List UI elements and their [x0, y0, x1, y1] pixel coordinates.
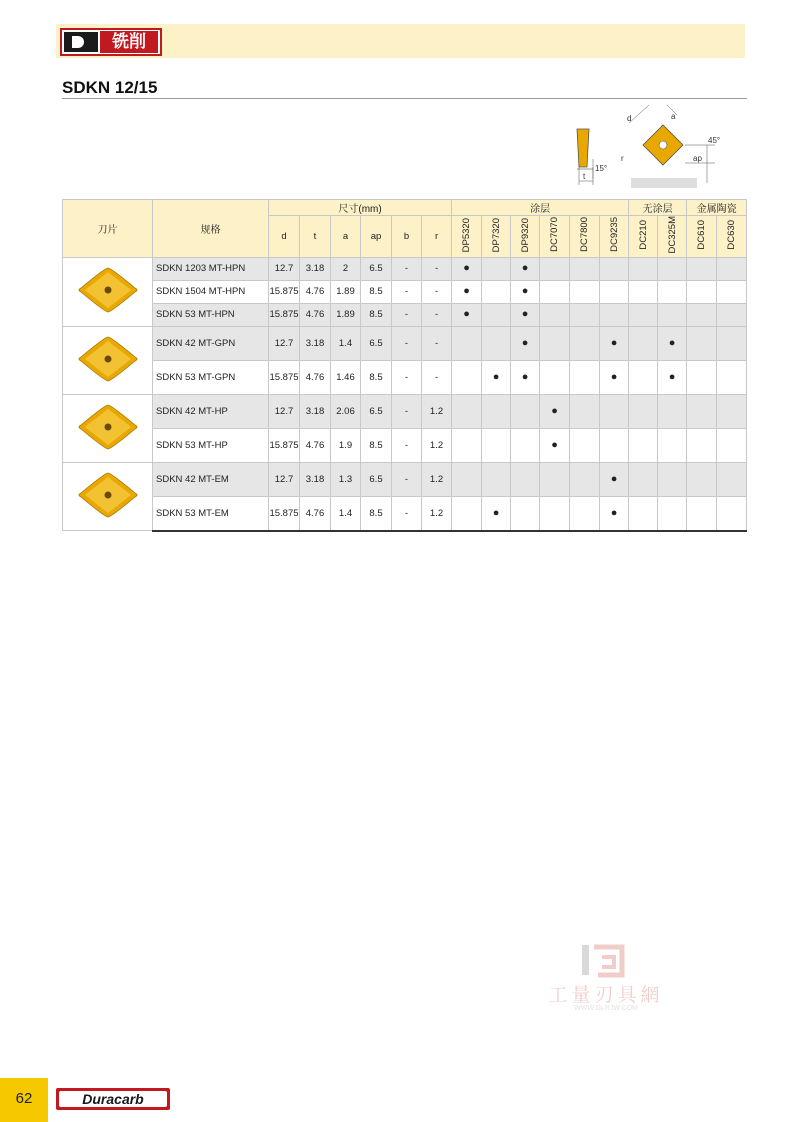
dim-cell-t: 3.18 — [300, 257, 331, 280]
dim-cell-t: 3.18 — [300, 326, 331, 360]
group-header-coated: 涂层 — [452, 200, 629, 216]
dim-cell-r: - — [422, 326, 452, 360]
grade-cell — [540, 326, 570, 360]
col-header-spec: 规格 — [153, 200, 269, 258]
grade-cell — [452, 303, 482, 326]
insert-gpn-icon — [73, 331, 143, 387]
grade-cell — [600, 360, 629, 394]
col-header-t: t — [300, 216, 331, 258]
grade-cell — [452, 428, 482, 462]
grade-cell — [629, 428, 658, 462]
grade-cell — [687, 280, 717, 303]
grade-cell — [570, 394, 600, 428]
grade-cell — [482, 360, 511, 394]
dim-cell-d: 12.7 — [269, 394, 300, 428]
insert-geometry-diagram — [565, 103, 747, 193]
grade-cell — [570, 462, 600, 496]
grade-cell — [687, 394, 717, 428]
grade-cell — [717, 428, 747, 462]
grade-cell — [482, 303, 511, 326]
table-row — [63, 496, 747, 531]
dim-cell-ap: 8.5 — [361, 360, 392, 394]
spec-cell: SDKN 53 MT-GPN — [153, 360, 269, 394]
grade-cell — [511, 303, 540, 326]
availability-dot-icon: ● — [551, 404, 558, 417]
grade-label: DP9320 — [519, 217, 531, 252]
spec-cell: SDKN 42 MT-GPN — [153, 326, 269, 360]
availability-dot-icon: ● — [551, 438, 558, 451]
label-r: r — [621, 154, 624, 163]
dim-cell-b: - — [392, 394, 422, 428]
insert-em-icon — [73, 467, 143, 523]
dim-cell-a: 1.9 — [331, 428, 361, 462]
dim-cell-r: - — [422, 303, 452, 326]
insert-image-cell — [63, 257, 153, 326]
table-row — [63, 280, 747, 303]
grade-cell — [687, 428, 717, 462]
dim-cell-a: 1.46 — [331, 360, 361, 394]
dim-cell-a: 1.89 — [331, 280, 361, 303]
grade-cell — [511, 360, 540, 394]
grade-label: DC9235 — [608, 217, 620, 253]
grade-cell — [658, 280, 687, 303]
grade-cell — [629, 257, 658, 280]
dim-cell-ap: 8.5 — [361, 496, 392, 531]
table-row — [63, 394, 747, 428]
insert-image-cell — [63, 326, 153, 394]
grade-cell — [629, 303, 658, 326]
col-header-dc610 — [687, 216, 717, 258]
grade-cell — [658, 462, 687, 496]
dim-cell-d: 15.875 — [269, 428, 300, 462]
grade-cell — [511, 326, 540, 360]
grade-cell — [658, 394, 687, 428]
grade-cell — [717, 326, 747, 360]
spec-cell: SDKN 42 MT-HP — [153, 394, 269, 428]
col-header-b: b — [392, 216, 422, 258]
grade-cell — [482, 496, 511, 531]
watermark — [536, 943, 676, 1018]
insert-spec-table — [62, 199, 747, 532]
dim-cell-r: 1.2 — [422, 462, 452, 496]
grade-label: DC210 — [637, 219, 649, 250]
dim-cell-b: - — [392, 496, 422, 531]
grade-cell — [687, 303, 717, 326]
dim-cell-ap: 6.5 — [361, 394, 392, 428]
col-header-dc325m — [658, 216, 687, 258]
dim-cell-d: 12.7 — [269, 462, 300, 496]
col-header-dc630 — [717, 216, 747, 258]
dim-cell-b: - — [392, 257, 422, 280]
table-row — [63, 326, 747, 360]
availability-dot-icon: ● — [668, 370, 676, 383]
grade-cell — [658, 303, 687, 326]
availability-dot-icon: ● — [463, 262, 470, 274]
table-row — [63, 303, 747, 326]
availability-dot-icon: ● — [610, 506, 618, 519]
dim-cell-a: 1.3 — [331, 462, 361, 496]
label-15deg: 15° — [595, 164, 608, 173]
grade-cell — [570, 257, 600, 280]
brand-logo — [56, 1088, 170, 1110]
table-row — [63, 462, 747, 496]
insert-image-cell — [63, 462, 153, 531]
grade-cell — [570, 428, 600, 462]
label-t: t — [583, 172, 586, 181]
grade-label: DP5320 — [461, 217, 473, 252]
dim-cell-ap: 6.5 — [361, 257, 392, 280]
title-divider — [62, 98, 747, 99]
grade-cell — [600, 303, 629, 326]
grade-cell — [511, 428, 540, 462]
grade-cell — [658, 360, 687, 394]
spec-cell: SDKN 1504 MT-HPN — [153, 280, 269, 303]
insert-hpn-icon — [73, 262, 143, 318]
spec-cell: SDKN 1203 MT-HPN — [153, 257, 269, 280]
table-row — [63, 257, 747, 280]
group-header-dimensions: 尺寸(mm) — [269, 200, 452, 216]
col-header-dc210 — [629, 216, 658, 258]
dim-cell-ap: 6.5 — [361, 462, 392, 496]
page-title: SDKN 12/15 — [62, 78, 158, 97]
col-header-insert: 刀片 — [63, 200, 153, 258]
availability-dot-icon: ● — [610, 336, 618, 349]
dim-cell-a: 1.89 — [331, 303, 361, 326]
dim-cell-b: - — [392, 462, 422, 496]
availability-dot-icon: ● — [463, 285, 470, 297]
grade-cell — [687, 496, 717, 531]
brand-d-icon — [64, 32, 98, 52]
dim-cell-b: - — [392, 280, 422, 303]
grade-cell — [658, 326, 687, 360]
col-header-dc7800 — [570, 216, 600, 258]
grade-cell — [482, 394, 511, 428]
grade-cell — [629, 326, 658, 360]
group-header-uncoated: 无涂层 — [629, 200, 687, 216]
grade-label: DC7070 — [549, 217, 561, 253]
grade-cell — [570, 303, 600, 326]
grade-cell — [600, 257, 629, 280]
spec-cell: SDKN 53 MT-HPN — [153, 303, 269, 326]
label-ap: ap — [693, 154, 702, 163]
grade-cell — [687, 462, 717, 496]
grade-cell — [540, 280, 570, 303]
dim-cell-a: 2.06 — [331, 394, 361, 428]
dim-cell-b: - — [392, 303, 422, 326]
grade-cell — [482, 462, 511, 496]
availability-dot-icon: ● — [521, 262, 529, 274]
dim-cell-d: 12.7 — [269, 326, 300, 360]
grade-cell — [482, 280, 511, 303]
dim-cell-b: - — [392, 360, 422, 394]
grade-cell — [600, 394, 629, 428]
grade-cell — [717, 462, 747, 496]
section-tag — [60, 28, 162, 56]
grade-cell — [540, 257, 570, 280]
grade-cell — [452, 326, 482, 360]
col-header-dc7070 — [540, 216, 570, 258]
grade-cell — [570, 280, 600, 303]
dim-cell-t: 3.18 — [300, 462, 331, 496]
col-header-dp5320 — [452, 216, 482, 258]
insert-image-cell — [63, 394, 153, 462]
dim-cell-b: - — [392, 326, 422, 360]
grade-cell — [687, 257, 717, 280]
grade-cell — [600, 280, 629, 303]
dim-cell-d: 15.875 — [269, 303, 300, 326]
dim-cell-t: 4.76 — [300, 496, 331, 531]
grade-cell — [540, 303, 570, 326]
grade-cell — [687, 326, 717, 360]
col-header-ap: ap — [361, 216, 392, 258]
table-row — [63, 428, 747, 462]
dim-cell-a: 1.4 — [331, 326, 361, 360]
grade-cell — [511, 257, 540, 280]
grade-cell — [511, 280, 540, 303]
grade-cell — [717, 360, 747, 394]
grade-cell — [511, 394, 540, 428]
label-d: d — [627, 114, 632, 123]
grade-label: DC630 — [726, 219, 738, 250]
grade-cell — [540, 462, 570, 496]
grade-cell — [452, 280, 482, 303]
watermark-url: WWW.GLRJW.COM — [574, 1005, 638, 1012]
grade-cell — [540, 360, 570, 394]
table-row — [63, 360, 747, 394]
grade-cell — [687, 360, 717, 394]
dim-cell-a: 2 — [331, 257, 361, 280]
dim-cell-t: 4.76 — [300, 428, 331, 462]
grade-label: DP7320 — [490, 217, 502, 252]
dim-cell-r: 1.2 — [422, 394, 452, 428]
grade-cell — [452, 394, 482, 428]
grade-cell — [482, 257, 511, 280]
dim-cell-r: 1.2 — [422, 496, 452, 531]
availability-dot-icon: ● — [463, 308, 470, 320]
dim-cell-r: - — [422, 280, 452, 303]
dim-cell-b: - — [392, 428, 422, 462]
grade-cell — [600, 462, 629, 496]
dim-cell-t: 4.76 — [300, 360, 331, 394]
watermark-text: 工量刃具網 — [548, 984, 664, 1006]
insert-hp-icon — [73, 399, 143, 455]
dim-cell-d: 15.875 — [269, 360, 300, 394]
label-45deg: 45° — [708, 136, 721, 145]
grade-cell — [600, 326, 629, 360]
col-header-dp9320 — [511, 216, 540, 258]
availability-dot-icon: ● — [668, 336, 676, 349]
table-body — [63, 257, 747, 531]
grade-cell — [629, 496, 658, 531]
availability-dot-icon: ● — [521, 285, 529, 297]
grade-cell — [717, 303, 747, 326]
grade-cell — [658, 496, 687, 531]
dim-cell-ap: 8.5 — [361, 303, 392, 326]
grade-cell — [452, 360, 482, 394]
dim-cell-ap: 8.5 — [361, 428, 392, 462]
grade-cell — [511, 462, 540, 496]
availability-dot-icon: ● — [521, 336, 529, 349]
spec-cell: SDKN 53 MT-EM — [153, 496, 269, 531]
grade-cell — [629, 360, 658, 394]
grade-cell — [658, 428, 687, 462]
brand-name: Duracarb — [82, 1091, 144, 1107]
grade-cell — [717, 257, 747, 280]
label-a: a — [671, 112, 676, 121]
dim-cell-t: 3.18 — [300, 394, 331, 428]
dim-cell-d: 15.875 — [269, 496, 300, 531]
grade-label: DC325M — [666, 216, 678, 254]
grade-cell — [717, 280, 747, 303]
grade-cell — [629, 280, 658, 303]
grade-cell — [629, 394, 658, 428]
dim-cell-r: 1.2 — [422, 428, 452, 462]
brand-logo-inner — [59, 1091, 167, 1107]
availability-dot-icon: ● — [610, 472, 618, 485]
grade-cell — [570, 496, 600, 531]
grade-label: DC7800 — [579, 217, 591, 253]
grade-cell — [717, 394, 747, 428]
col-header-dc9235 — [600, 216, 629, 258]
col-header-r: r — [422, 216, 452, 258]
grade-cell — [511, 496, 540, 531]
spec-cell: SDKN 42 MT-EM — [153, 462, 269, 496]
col-header-a: a — [331, 216, 361, 258]
grade-cell — [482, 428, 511, 462]
section-tag-label: 铣削 — [100, 31, 158, 53]
dim-cell-d: 15.875 — [269, 280, 300, 303]
availability-dot-icon: ● — [521, 370, 529, 383]
col-header-dp7320 — [482, 216, 511, 258]
availability-dot-icon: ● — [492, 506, 500, 519]
col-header-d: d — [269, 216, 300, 258]
grade-cell — [540, 394, 570, 428]
grade-cell — [452, 496, 482, 531]
grade-cell — [452, 257, 482, 280]
dim-cell-d: 12.7 — [269, 257, 300, 280]
grade-cell — [600, 496, 629, 531]
grade-cell — [570, 360, 600, 394]
watermark-logo-icon — [536, 943, 676, 979]
grade-cell — [717, 496, 747, 531]
spec-cell: SDKN 53 MT-HP — [153, 428, 269, 462]
dim-cell-t: 4.76 — [300, 303, 331, 326]
dim-cell-a: 1.4 — [331, 496, 361, 531]
grade-cell — [540, 496, 570, 531]
grade-cell — [629, 462, 658, 496]
grade-label: DC610 — [696, 219, 708, 250]
availability-dot-icon: ● — [521, 308, 529, 320]
dim-cell-t: 4.76 — [300, 280, 331, 303]
grade-cell — [570, 326, 600, 360]
grade-cell — [540, 428, 570, 462]
grade-cell — [658, 257, 687, 280]
dim-cell-r: - — [422, 360, 452, 394]
dim-cell-ap: 8.5 — [361, 280, 392, 303]
grade-cell — [452, 462, 482, 496]
availability-dot-icon: ● — [610, 370, 618, 383]
grade-cell — [600, 428, 629, 462]
page-number: 62 — [15, 1090, 33, 1107]
dim-cell-ap: 6.5 — [361, 326, 392, 360]
availability-dot-icon: ● — [492, 370, 500, 383]
group-header-cermet: 金属陶瓷 — [687, 200, 747, 216]
grade-cell — [482, 326, 511, 360]
dim-cell-r: - — [422, 257, 452, 280]
